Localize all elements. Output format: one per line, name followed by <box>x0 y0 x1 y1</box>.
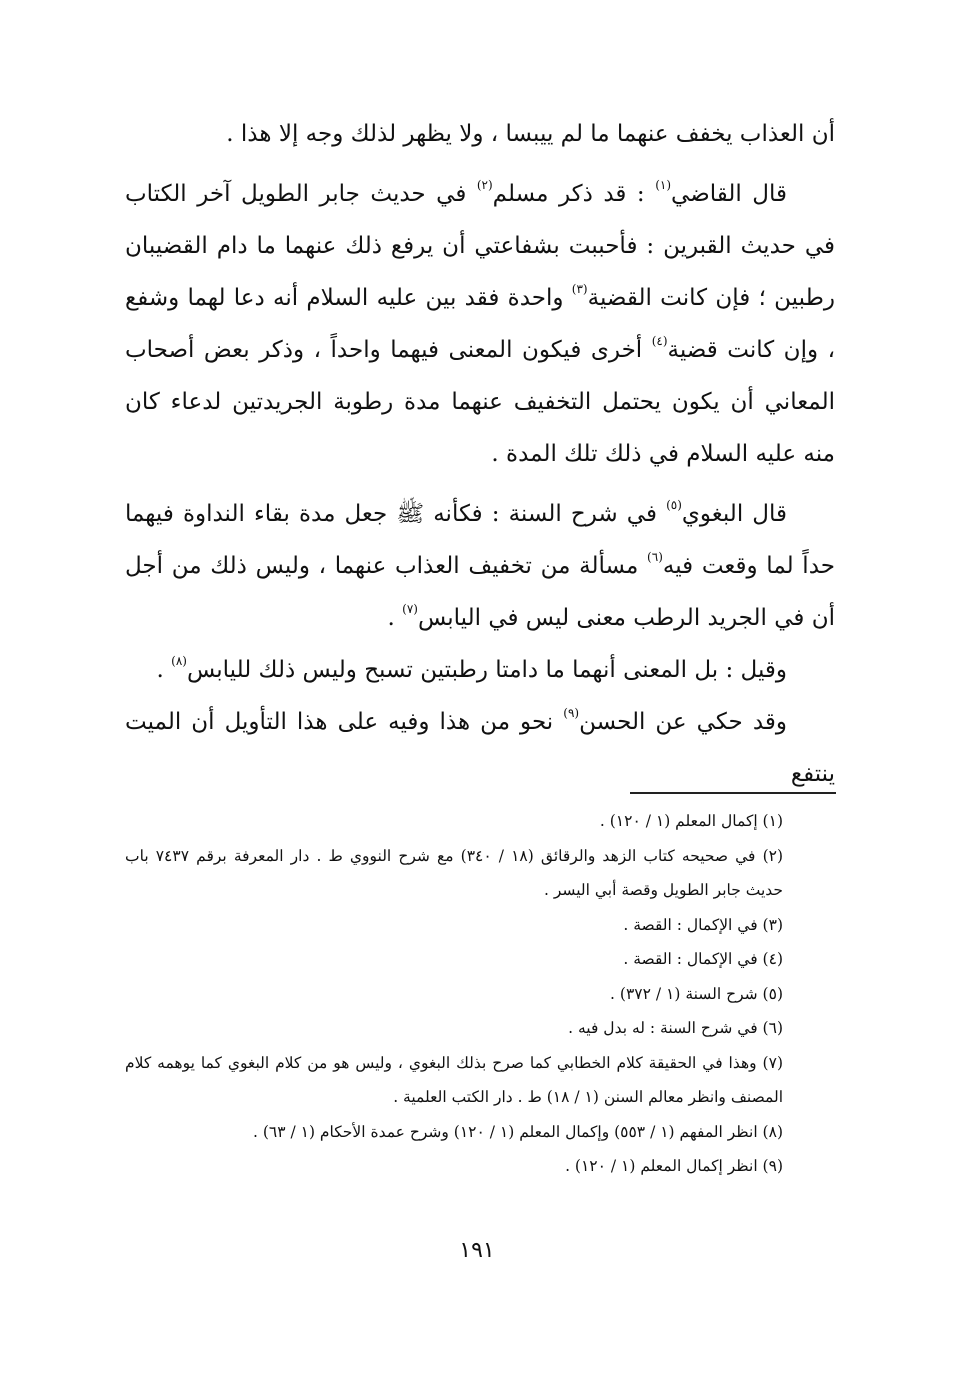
text-span: . <box>156 657 172 683</box>
text-span: نحو من هذا وفيه على هذا التأويل أن الميت ينتفع <box>125 709 835 787</box>
footnote-ref-4[interactable]: (٤) <box>651 334 668 348</box>
footnote-ref-1[interactable]: (١) <box>655 178 672 192</box>
salawat-symbol: ﷺ <box>396 501 425 527</box>
footnote-8: (٨) انظر المفهم (١ / ٥٥٣) وإكمال المعلم (١ / ١٢٠) وشرح عمدة الأحكام (١ / ٦٣) . <box>252 1122 783 1141</box>
text-span: : قد ذكر مسلم <box>492 181 656 207</box>
text-span: جعل مدة بقاء النداوة فيهما حداً لما وقعت فيه <box>125 501 835 579</box>
footnotes <box>125 804 835 1184</box>
page-number: ١٩١ <box>459 1238 495 1263</box>
paragraph-5 <box>125 696 835 800</box>
text-span: مسألة من تخفيف العذاب عنهما ، وليس ذلك من أجل أن في الجريد الرطب معنى ليس في اليابس <box>125 553 835 631</box>
text-span: أخرى فيكون المعنى فيهما واحداً ، وذكر بعض أصحاب المعاني أن يكون يحتمل التخفيف عنهما مدة رطوبة الجريدتين لدعاء كان منه عليه السلام في ذلك تلك المدة . <box>125 337 835 467</box>
paragraph-4 <box>125 644 835 696</box>
footnote-4: (٤) في الإكمال : القصة . <box>623 950 783 968</box>
footnote-ref-7[interactable]: (٧) <box>402 602 418 616</box>
text-span: قال القاضي <box>671 181 788 207</box>
paragraph-3 <box>125 488 835 644</box>
footnote-7: (٧) وهذا في الحقيقة كلام الخطابي كما صرح بذلك البغوي ، وليس هو من كلام البغوي كما يوهمه كلام المصنف وانظر معالم السنن (١ / ١٨) ط . دار الكتب العلمية . <box>125 1053 783 1106</box>
text-span: وقيل : بل المعنى أنهما ما دامتا رطبتين تسبح وليس ذلك لليابس <box>186 657 787 683</box>
footnote-separator <box>630 792 836 794</box>
footnote-ref-8[interactable]: (٨) <box>171 654 187 668</box>
text-span: . <box>387 605 403 631</box>
footnote-9: (٩) انظر إكمال المعلم (١ / ١٢٠) . <box>565 1157 783 1175</box>
footnote-ref-2[interactable]: (٢) <box>476 178 493 192</box>
footnote-5: (٥) شرح السنة (١ / ٣٧٢) . <box>610 984 783 1003</box>
paragraph-1: أن العذاب يخفف عنهما ما لم ييبسا ، ولا يظهر لذلك وجه إلا هذا . <box>226 121 835 147</box>
text-span: واحدة فقد بين عليه السلام أنه دعا لهما وشفع ، وإن كانت قضية <box>125 285 835 363</box>
text-span: في حديث جابر الطويل آخر الكتاب في حديث القبرين : فأحببت بشفاعتي أن يرفع ذلك عنهما ما دام القضيبان رطبين ؛ فإن كانت القضية <box>125 181 835 311</box>
footnote-3: (٣) في الإكمال : القصة . <box>623 915 783 934</box>
text-span: قال البغوي <box>681 501 788 527</box>
footnote-ref-6[interactable]: (٦) <box>647 550 663 564</box>
text-span: وقد حكي عن الحسن <box>579 709 787 735</box>
footnote-6: (٦) في شرح السنة : له بدل فيه . <box>568 1019 783 1037</box>
text-span: في شرح السنة : فكأنه <box>424 501 667 527</box>
footnote-ref-3[interactable]: (٣) <box>571 282 588 296</box>
footnote-ref-9[interactable]: (٩) <box>563 706 580 720</box>
footnote-1: (١) إكمال المعلم (١ / ١٢٠) . <box>599 812 783 830</box>
main-text <box>125 108 835 800</box>
footnote-2: (٢) في صحيحه كتاب الزهد والرقائق (١٨ / ٣٤٠) مع شرح النووي ط . دار المعرفة برقم ٧٤٣٧ باب حديث جابر الطويل وقصة أبي اليسر . <box>125 846 784 899</box>
paragraph-2 <box>125 168 835 480</box>
footnote-ref-5[interactable]: (٥) <box>666 498 682 512</box>
